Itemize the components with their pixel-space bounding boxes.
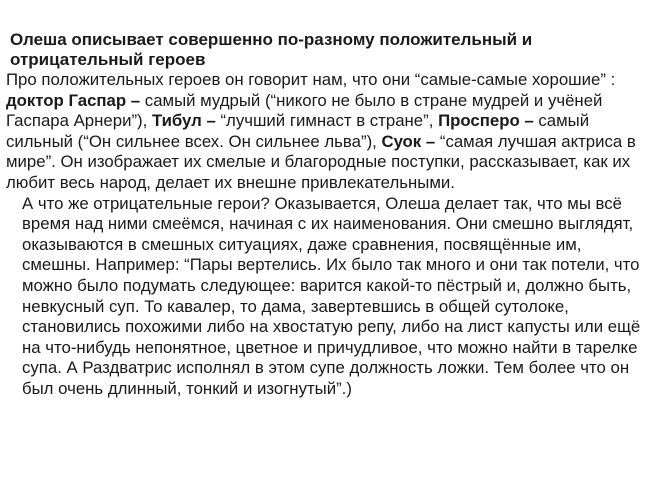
paragraph-negative-heroes: А что же отрицательные герои? Оказывается, Олеша делает так, что мы всё время над ними смеёмся, начиная с их наименования. Они смешно выглядят, оказываются в смешных ситуациях, даже сравнения, посвящённые им, смешны. Например: “Пары вертелись. Их было так много и они так потели, что можно было подумать следующее: варится какой-то пёстрый и, должно быть, невкусный суп. То кавалер, то дама, завертевшись в общей сутолоке, становились похожими либо на хвостатую репу, либо на лист капусты или ещё на что-нибудь непонятное, цветное и причудливое, что можно найти в тарелке супа. А Раздватрис исполнял в этом супе должность ложки. Тем более что он был очень длинный, тонкий и изогнутый”.) — [22, 193, 641, 398]
hero-name-gaspar: доктор Гаспар – — [6, 90, 141, 110]
hero-name-prospero: Просперо – — [438, 111, 534, 131]
slide-text — [6, 30, 650, 400]
hero-name-tibul: Тибул – — [151, 111, 216, 131]
hero-name-suok: Суок – — [381, 131, 436, 151]
heading-line-2: отрицательный героев — [10, 50, 206, 69]
hero-desc-prospero: самый сильный (“Он сильнее всех. Он сильнее льва”), — [6, 111, 590, 151]
paragraph-positive-heroes — [6, 70, 650, 194]
hero-desc-tibul: “лучший гимнаст в стране”, — [215, 111, 439, 131]
heading — [6, 30, 650, 70]
paragraph-intro: Про положительных героев он говорит нам, что они “самые-самые хорошие” : — [6, 70, 616, 89]
hero-desc-gaspar: самый мудрый (“никого не было в стране мудрей и учёней Гаспара Арнери”), — [6, 90, 603, 131]
heading-line-1: Олеша описывает совершенно по-разному положительный и — [10, 30, 533, 49]
hero-desc-suok: “самая лучшая актриса в мире”. Он изображает их смелые и благородные поступки, рассказывает, как их любит весь народ, делает их внешне привлекательными. — [6, 131, 636, 192]
